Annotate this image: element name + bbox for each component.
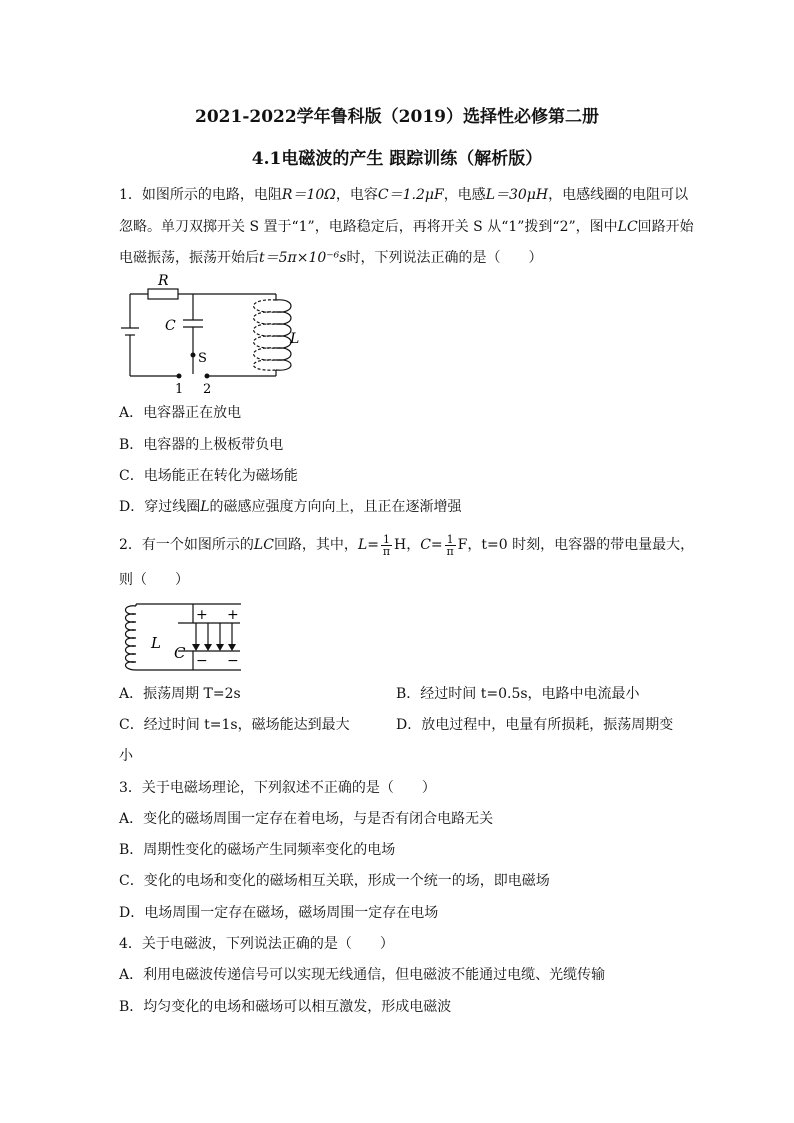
q3-stem: 3．关于电磁场理论，下列叙述不正确的是（ ） bbox=[119, 780, 436, 796]
q2-fig-plus-2: + bbox=[227, 607, 239, 623]
q3-option-a: A．变化的磁场周围一定存在着电场，与是否有闭合电路无关 bbox=[119, 811, 494, 827]
title-line-2: 4.1电磁波的产生 跟踪训练（解析版） bbox=[251, 149, 543, 169]
q1-fig-label-L: L bbox=[290, 331, 300, 347]
q2-lc-circuit-diagram bbox=[118, 600, 248, 675]
q1-fig-label-1: 1 bbox=[175, 382, 184, 395]
q2-option-b: B．经过时间 t=0.5s，电路中电流最小 bbox=[396, 686, 640, 702]
q2-fig-label-C: C bbox=[174, 644, 186, 662]
q1-option-a: A．电容器正在放电 bbox=[119, 405, 242, 421]
q2-fraction-L: $\frac{1}{\pi}$ bbox=[382, 532, 391, 558]
q2-option-c: C．经过时间 t=1s，磁场能达到最大 bbox=[119, 717, 350, 733]
q1-line-3: 电磁振荡，振荡开始后t＝5π×10⁻⁶s时，下列说法正确的是（ ） bbox=[119, 250, 543, 266]
q4-option-b: B．均匀变化的电场和磁场可以相互激发，形成电磁波 bbox=[119, 999, 452, 1015]
q1-circuit-diagram bbox=[118, 270, 308, 395]
title-line-1: 2021-2022学年鲁科版（2019）选择性必修第二册 bbox=[195, 107, 599, 127]
q2-fig-plus-1: + bbox=[196, 607, 208, 623]
q3-option-d: D．电场周围一定存在磁场，磁场周围一定存在电场 bbox=[119, 905, 439, 921]
q2-option-d-cont: 小 bbox=[119, 748, 133, 764]
q4-option-a: A．利用电磁波传递信号可以实现无线通信，但电磁波不能通过电缆、光缆传输 bbox=[119, 967, 606, 983]
q2-line-2: 则（ ） bbox=[119, 572, 189, 588]
q2-fig-minus-2: − bbox=[227, 653, 239, 669]
q2-option-d: D．放电过程中，电量有所损耗，振荡周期变 bbox=[396, 717, 674, 733]
q3-option-b: B．周期性变化的磁场产生同频率变化的电场 bbox=[119, 842, 396, 858]
q4-stem: 4．关于电磁波，下列说法正确的是（ ） bbox=[119, 936, 394, 952]
q1-option-d: D．穿过线圈L的磁感应强度方向向上，且正在逐渐增强 bbox=[119, 499, 462, 515]
q1-fig-label-2: 2 bbox=[203, 382, 212, 395]
q2-option-a: A．振荡周期 T=2s bbox=[119, 686, 241, 702]
q2-fig-label-L: L bbox=[151, 634, 161, 652]
q2-fig-minus-1: − bbox=[196, 653, 208, 669]
q1-line-1: 1．如图所示的电路，电阻R＝10Ω，电容C＝1.2μF，电感L＝30μH，电感线圈的电阻可以 bbox=[119, 187, 689, 203]
q1-line-2: 忽略。单刀双掷开关 S 置于“1”，电路稳定后，再将开关 S 从“1”拨到“2”，图中LC回路开始 bbox=[119, 219, 694, 235]
q1-fig-label-S: S bbox=[198, 351, 207, 366]
q1-option-c: C．电场能正在转化为磁场能 bbox=[119, 468, 298, 484]
q1-fig-label-R: R bbox=[158, 273, 169, 289]
q1-option-b: B．电容器的上极板带负电 bbox=[119, 437, 284, 453]
q1-fig-label-C: C bbox=[165, 318, 176, 334]
q3-option-c: C．变化的电场和变化的磁场相互关联，形成一个统一的场，即电磁场 bbox=[119, 873, 550, 889]
q2-fraction-C: $\frac{1}{\pi}$ bbox=[446, 532, 454, 558]
q2-line-1: 2．有一个如图所示的LC回路，其中，L= $\frac{1}{\pi}$ H，C= $\frac{1}{\pi}$ F，t=0 时刻，电容器的带电量最大， bbox=[119, 532, 695, 558]
